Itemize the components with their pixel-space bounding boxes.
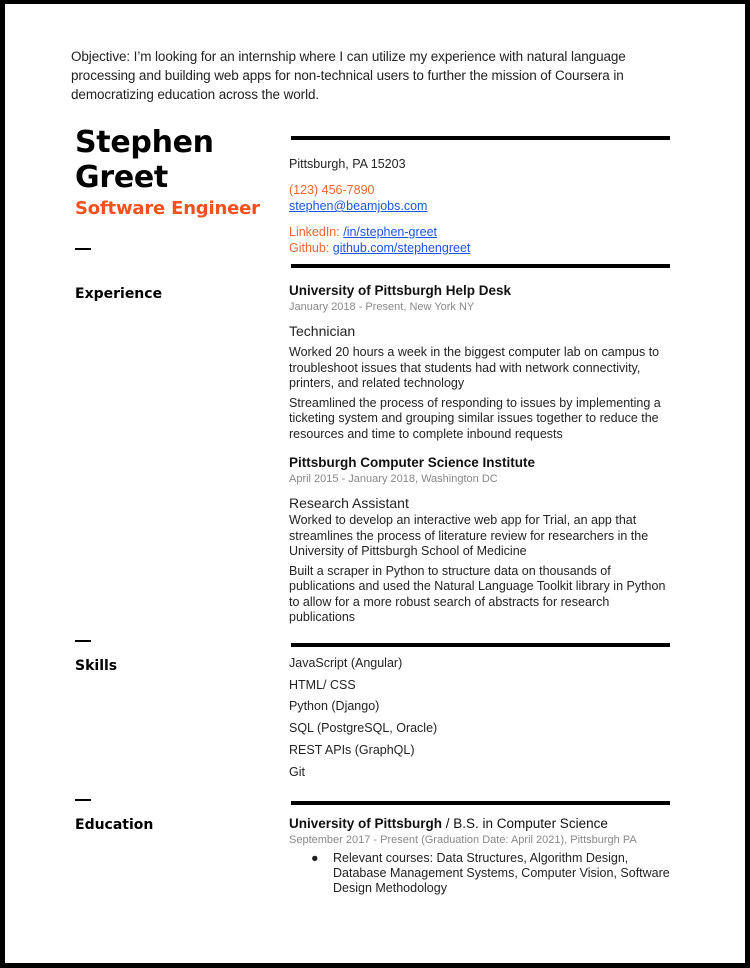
education-block: [289, 815, 674, 896]
education-school: University of Pittsburgh: [289, 816, 443, 831]
objective-statement: Objective: I’m looking for an internship where I can utilize my experience with natural language processing and building web apps for non-technical users to further the mission of Coursera in democratizing education across the world.: [71, 49, 626, 102]
education-rule: [291, 801, 670, 805]
job-title: Software Engineer: [75, 198, 260, 219]
linkedin-label: LinkedIn:: [289, 225, 344, 239]
education-bullets: [289, 851, 674, 896]
skill-item: Git: [289, 764, 305, 779]
section-experience-label: Experience: [75, 286, 163, 302]
experience-meta: January 2018 - Present, New York NY: [289, 301, 475, 313]
phone[interactable]: (123) 456-7890: [289, 183, 375, 197]
header-rule-top: [291, 136, 670, 140]
experience-bullet: Streamlined the process of responding to issues by implementing a ticketing system and grouping similar issues together to reduce the resources and time to complete inbound requests: [289, 395, 661, 441]
resume-page: [5, 4, 745, 963]
email-link[interactable]: stephen@beamjobs.com: [289, 199, 428, 213]
skill-item: HTML/ CSS: [289, 677, 356, 692]
skill-item: REST APIs (GraphQL): [289, 742, 415, 757]
divider-dash: [75, 799, 91, 801]
github-link[interactable]: github.com/stephengreet: [332, 241, 471, 255]
experience-bullet: Built a scraper in Python to structure data on thousands of publications and used the Natural Language Toolkit library in Python to allow for a more robust search of abstracts for research publications: [289, 563, 666, 624]
skills-rule: [291, 643, 670, 647]
experience-org: Pittsburgh Computer Science Institute: [289, 455, 536, 470]
candidate-name: [75, 125, 214, 195]
last-name: Greet: [75, 160, 168, 195]
experience-bullet: Worked to develop an interactive web app for Trial, an app that streamlines the process of literature review for researchers in the University of Pittsburgh School of Medicine: [289, 513, 649, 558]
experience-role: Research Assistant: [289, 495, 409, 511]
education-degree: / B.S. in Computer Science: [442, 816, 608, 831]
experience-item: [289, 454, 674, 626]
education-meta: September 2017 - Present (Graduation Date: April 2021), Pittsburgh PA: [289, 834, 637, 846]
divider-dash: [75, 248, 91, 250]
experience-org: University of Pittsburgh Help Desk: [289, 283, 512, 298]
experience-list: [289, 282, 674, 626]
address: Pittsburgh, PA 15203: [289, 157, 406, 171]
header-rule-bottom: [291, 264, 670, 268]
skill-item: SQL (PostgreSQL, Oracle): [289, 721, 438, 736]
divider-dash: [75, 640, 91, 642]
experience-bullet: Worked 20 hours a week in the biggest computer lab on campus to troubleshoot issues that students had with network connectivity, printers, and related technology: [289, 345, 660, 390]
contact-block: [289, 156, 674, 256]
experience-meta: April 2015 - January 2018, Washington DC: [289, 473, 498, 485]
section-skills-label: Skills: [75, 658, 118, 674]
github-label: Github:: [289, 241, 333, 255]
first-name: Stephen: [75, 125, 214, 160]
skills-list: [289, 653, 674, 783]
experience-role: Technician: [289, 323, 356, 339]
experience-item: [289, 282, 674, 442]
section-education-label: Education: [75, 817, 154, 833]
linkedin-link[interactable]: /in/stephen-greet: [343, 225, 438, 239]
relevant-courses: Relevant courses: Data Structures, Algorithm Design, Database Management Systems, Computer Vision, Software Design Methodology: [333, 851, 670, 895]
education-bullet: [289, 851, 674, 896]
skill-item: JavaScript (Angular): [289, 656, 403, 670]
bullet-icon: ●: [311, 851, 319, 865]
skill-item: Python (Django): [289, 699, 380, 714]
